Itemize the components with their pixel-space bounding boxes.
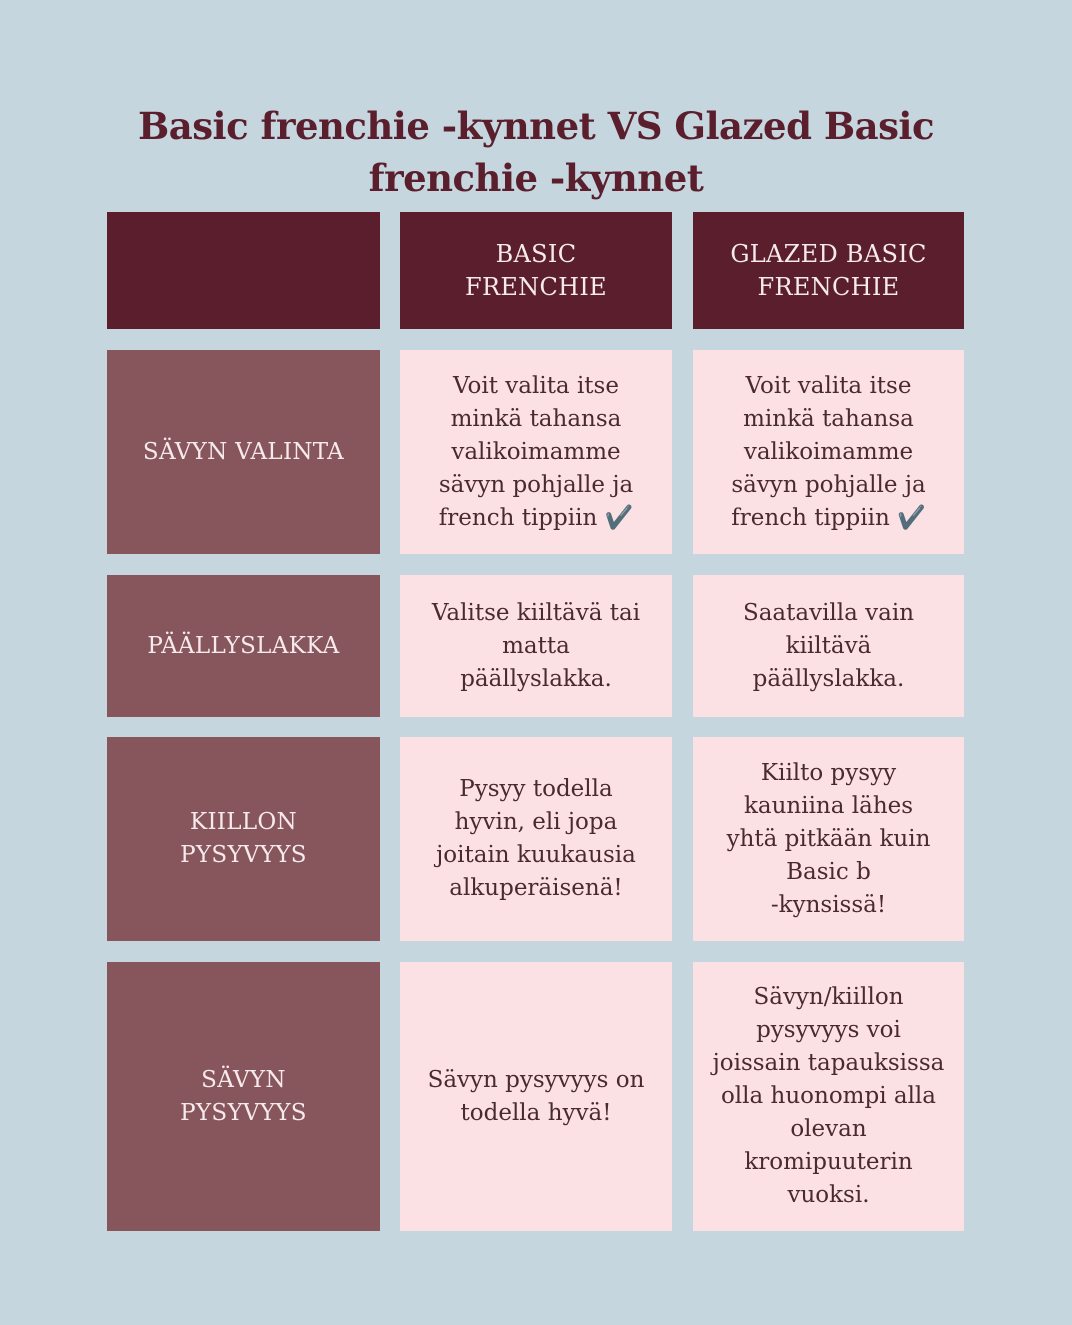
cell-basic-savyn-pysyvyys: Sävyn pysyvyys on todella hyvä! xyxy=(400,962,672,1231)
cell-glazed-savyn-pysyvyys: Sävyn/kiillon pysyvyys voi joissain tapauksissa olla huonompi alla olevan kromipuuterin vuoksi. xyxy=(693,962,964,1231)
header-empty-cell xyxy=(107,212,380,329)
cell-basic-savyn-valinta: Voit valita itse minkä tahansa valikoimamme sävyn pohjalle ja french tippiin ✔️ xyxy=(400,350,672,554)
row-label-savyn-pysyvyys: SÄVYN PYSYVYYS xyxy=(107,962,380,1231)
cell-glazed-paallyslakka: Saatavilla vain kiiltävä päällyslakka. xyxy=(693,575,964,717)
row-label-savyn-valinta: SÄVYN VALINTA xyxy=(107,350,380,554)
cell-glazed-savyn-valinta: Voit valita itse minkä tahansa valikoimamme sävyn pohjalle ja french tippiin ✔️ xyxy=(693,350,964,554)
cell-basic-kiillon-pysyvyys: Pysyy todella hyvin, eli jopa joitain kuukausia alkuperäisenä! xyxy=(400,737,672,941)
header-basic-frenchie: BASIC FRENCHIE xyxy=(400,212,672,329)
cell-glazed-kiillon-pysyvyys: Kiilto pysyy kauniina lähes yhtä pitkään kuin Basic b -kynsissä! xyxy=(693,737,964,941)
cell-basic-paallyslakka: Valitse kiiltävä tai matta päällyslakka. xyxy=(400,575,672,717)
page-title: Basic frenchie -kynnet VS Glazed Basic frenchie -kynnet xyxy=(137,104,934,200)
row-label-kiillon-pysyvyys: KIILLON PYSYVYYS xyxy=(107,737,380,941)
header-glazed-basic-frenchie: GLAZED BASIC FRENCHIE xyxy=(693,212,964,329)
row-label-paallyslakka: PÄÄLLYSLAKKA xyxy=(107,575,380,717)
